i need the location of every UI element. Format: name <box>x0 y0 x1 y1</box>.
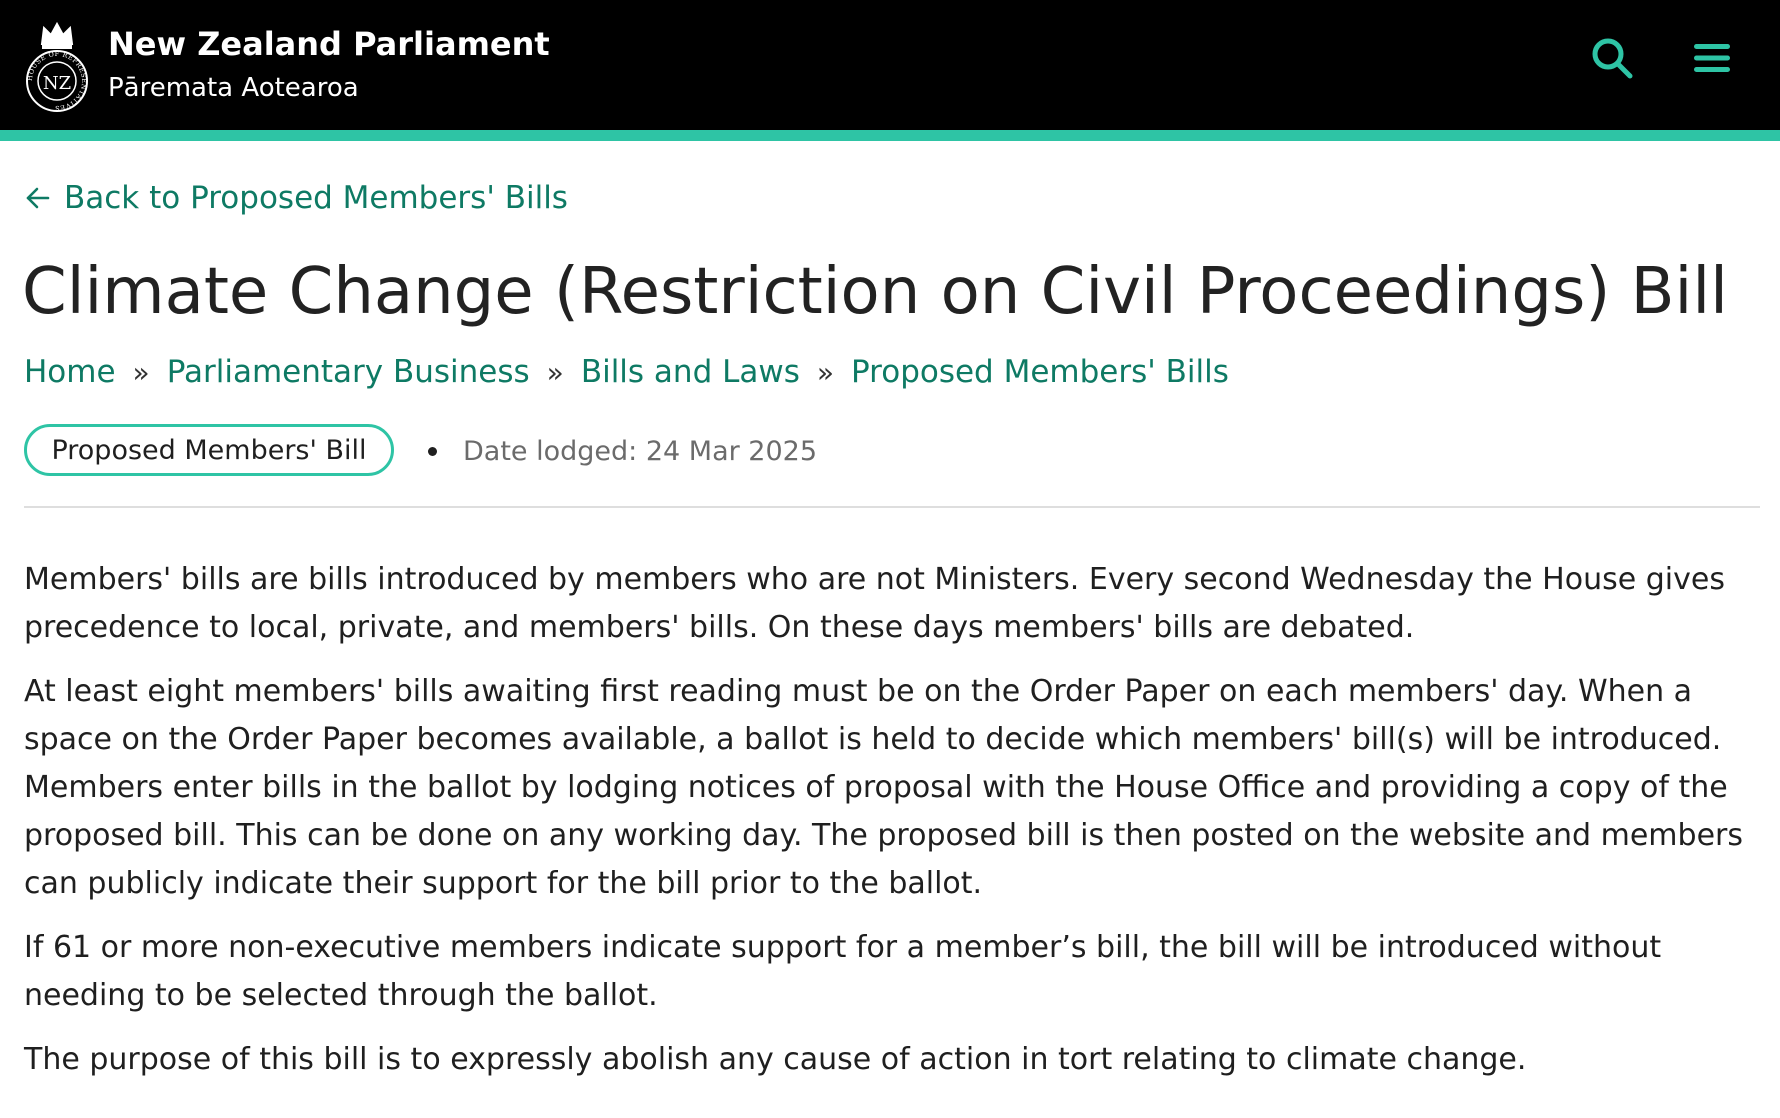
hamburger-menu-icon <box>1692 41 1732 75</box>
header-accent-stripe <box>0 130 1780 141</box>
site-title[interactable]: New Zealand Parliament <box>108 25 550 63</box>
breadcrumb-item-bills-and-laws[interactable]: Bills and Laws <box>580 354 800 390</box>
section-divider <box>24 506 1760 508</box>
crest-nz-label: NZ <box>42 73 72 94</box>
paragraph-members-bills-intro: Members' bills are bills introduced by members who are not Ministers. Every second Wednesday the House gives precedence to local, private, and members' bills. On these days members' bills are debated. <box>24 562 1725 645</box>
bill-type-badge: Proposed Members' Bill <box>24 424 394 476</box>
parliament-crest-logo[interactable] <box>22 14 92 114</box>
crest-ring-text: HOUSE OF REPRESENTATIVES <box>25 49 89 113</box>
page-title: Climate Change (Restriction on Civil Proceedings) Bill <box>22 255 1728 329</box>
breadcrumb-separator: » <box>132 355 150 389</box>
paragraph-61-members-support: If 61 or more non-executive members indicate support for a member’s bill, the bill will be introduced without needing to be selected through the ballot. <box>24 930 1662 1013</box>
breadcrumb-separator: » <box>816 355 835 389</box>
breadcrumb-item-proposed-members-bills[interactable]: Proposed Members' Bills <box>851 354 1229 390</box>
search-icon <box>1590 36 1634 80</box>
date-lodged-meta <box>428 430 817 472</box>
bullet-dot <box>428 447 437 456</box>
date-lodged-text: Date lodged: 24 Mar 2025 <box>463 435 818 467</box>
back-to-proposed-bills-link[interactable] <box>24 176 568 220</box>
paragraph-bill-purpose: The purpose of this bill is to expressly abolish any cause of action in tort relating to climate change. <box>24 1042 1527 1077</box>
breadcrumb-item-parliamentary-business[interactable]: Parliamentary Business <box>166 354 530 390</box>
site-header <box>0 0 1780 130</box>
arrow-left-icon <box>24 184 52 212</box>
breadcrumb <box>24 350 1229 394</box>
menu-button[interactable] <box>1684 30 1740 86</box>
back-link-label: Back to Proposed Members' Bills <box>64 180 568 216</box>
search-button[interactable] <box>1584 30 1640 86</box>
breadcrumb-separator: » <box>546 355 564 389</box>
paragraph-ballot-process: At least eight members' bills awaiting first reading must be on the Order Paper on each members' day. When a space on the Order Paper becomes available, a ballot is held to decide which members' bill(s) will be introduced. Members enter bills in the ballot by lodging notices of proposal with the House Office and providing a copy of the proposed bill. This can be done on any working day. The proposed bill is then posted on the website and members can publicly indicate their support for the bill prior to the ballot. <box>24 674 1743 901</box>
breadcrumb-item-home[interactable]: Home <box>24 354 116 390</box>
bill-description <box>24 556 1760 1100</box>
site-subtitle: Pāremata Aotearoa <box>108 73 359 103</box>
